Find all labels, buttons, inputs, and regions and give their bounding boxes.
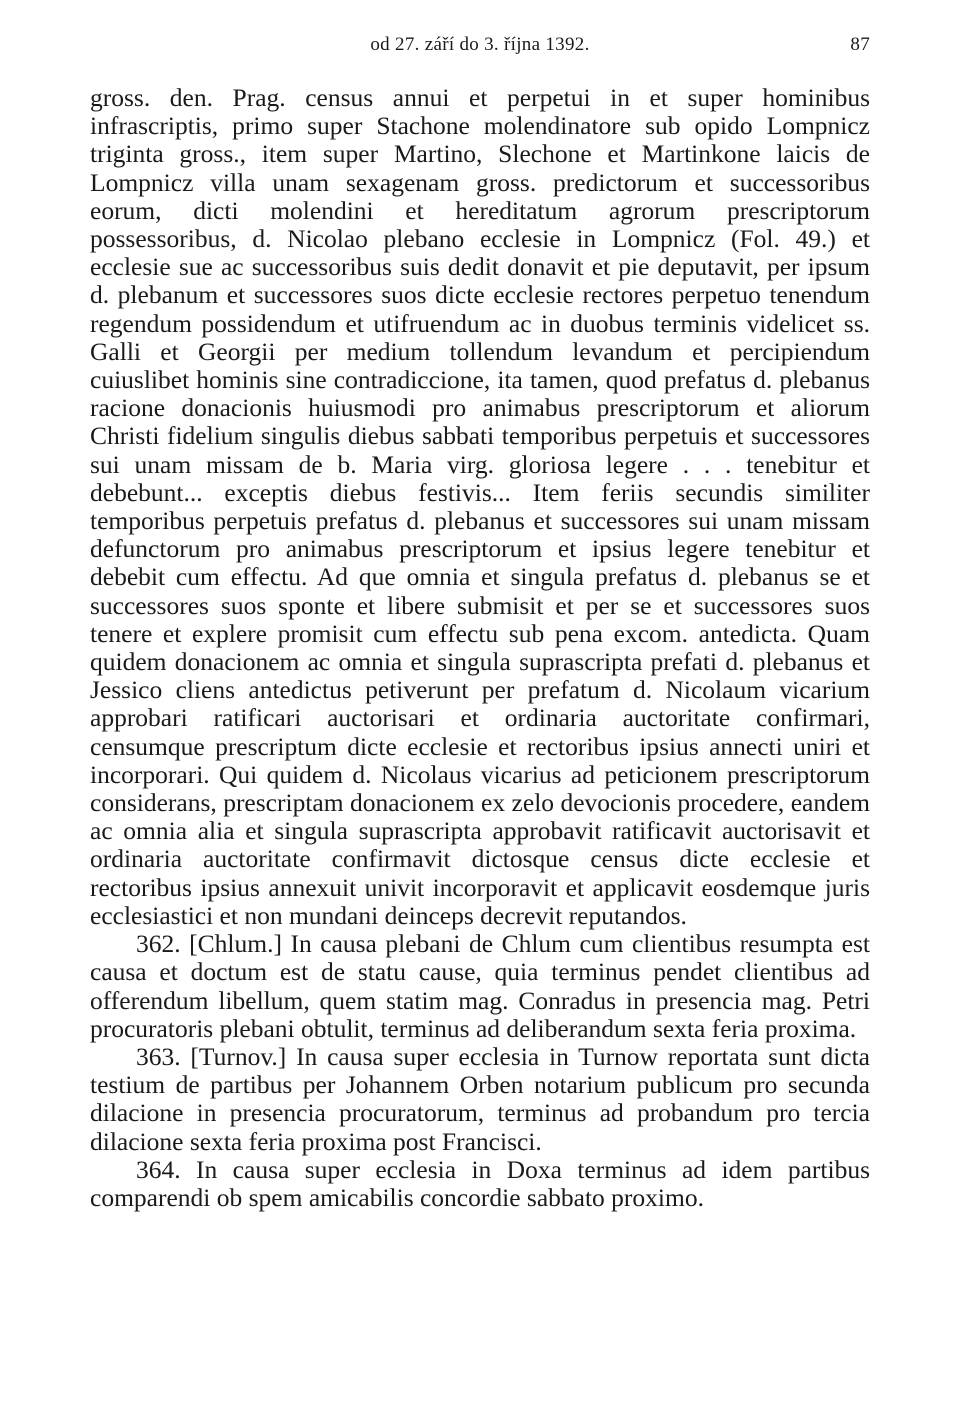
document-body: [90, 84, 870, 1212]
entry-362: 362. [Chlum.] In causa plebani de Chlum cum clientibus resumpta est causa et doctum est de statu cause, quia terminus pendet clientibus ad offerendum libellum, quem statim mag. Conradus in presencia mag. Petri procuratoris plebani obtulit, terminus ad deliberandum sexta feria proxima.: [90, 929, 870, 1043]
continuation-paragraph: gross. den. Prag. census annui et perpetui in et super hominibus infrascriptis, primo super Stachone molendinatore sub opido Lompnicz triginta gross., item super Martino, Slechone et Martinkone laicis de Lompnicz villa unam sexagenam gross. predictorum et successoribus eorum, dicti molendini et hereditatum agrorum prescriptorum possessoribus, d. Nicolao plebano ecclesie in Lompnicz (Fol. 49.) et ecclesie sue ac successoribus suis dedit donavit et pie deputavit, per ipsum d. plebanum et successores suos dicte ecclesie rectores perpetuo tenendum regendum possidendum et utifruendum ac in duobus terminis videlicet ss. Galli et Georgii per medium tollendum levandum et percipiendum cuiuslibet hominis sine contradiccione, ita tamen, quod prefatus d. plebanus racione donacionis huiusmodi pro animabus prescriptorum et aliorum Christi fidelium singulis diebus sabbati temporibus perpetuis et successores sui unam missam de b. Maria virg. gloriosa legere . . . tenebitur et debebunt... exceptis diebus festivis... Item feriis secundis similiter temporibus perpetuis prefatus d. plebanus et successores sui unam missam defunctorum pro animabus prescriptorum et ipsius legere tenebitur et debebit cum effectu. Ad que omnia et singula prefatus d. plebanus se et successores suos sponte et libere submisit et per se et successores suos tenere et explere promisit cum effectu sub pena excom. antedicta. Quam quidem donacionem ac omnia et singula suprascripta prefati d. plebanus et Jessico cliens antedictus petiverunt per prefatum d. Nicolaum vicarium approbari ratificari auctorisari et ordinaria auctoritate confirmari, censumque prescriptum dicte ecclesie et rectoribus ipsius annecti uniri et incorporari. Qui quidem d. Nicolaus vicarius ad peticionem prescriptorum considerans, prescriptam donacionem ex zelo devocionis procedere, eandem ac omnia alia et singula suprascripta approbavit ratificavit auctorisavit et ordinaria auctoritate confirmavit dictosque census dicte ecclesie et rectoribus ipsius annexuit univit incorporavit et applicavit eosdemque juris ecclesiastici et non mundani deinceps decrevit reputandos.: [90, 83, 870, 930]
entry-363: 363. [Turnov.] In causa super ecclesia in Turnow reportata sunt dicta testium de partibus per Johannem Orben notarium publicum pro secunda dilacione in presencia procuratorum, terminus ad probandum pro tercia dilacione sexta feria proxima post Francisci.: [90, 1041, 870, 1156]
document-page: [90, 28, 870, 1212]
page-number: 87: [850, 34, 870, 55]
running-header: [90, 28, 870, 62]
running-title: od 27. září do 3. října 1392.: [370, 34, 590, 55]
entry-364: 364. In causa super ecclesia in Doxa terminus ad idem partibus comparendi ob spem amicabilis concordie sabbato proximo.: [90, 1154, 870, 1212]
